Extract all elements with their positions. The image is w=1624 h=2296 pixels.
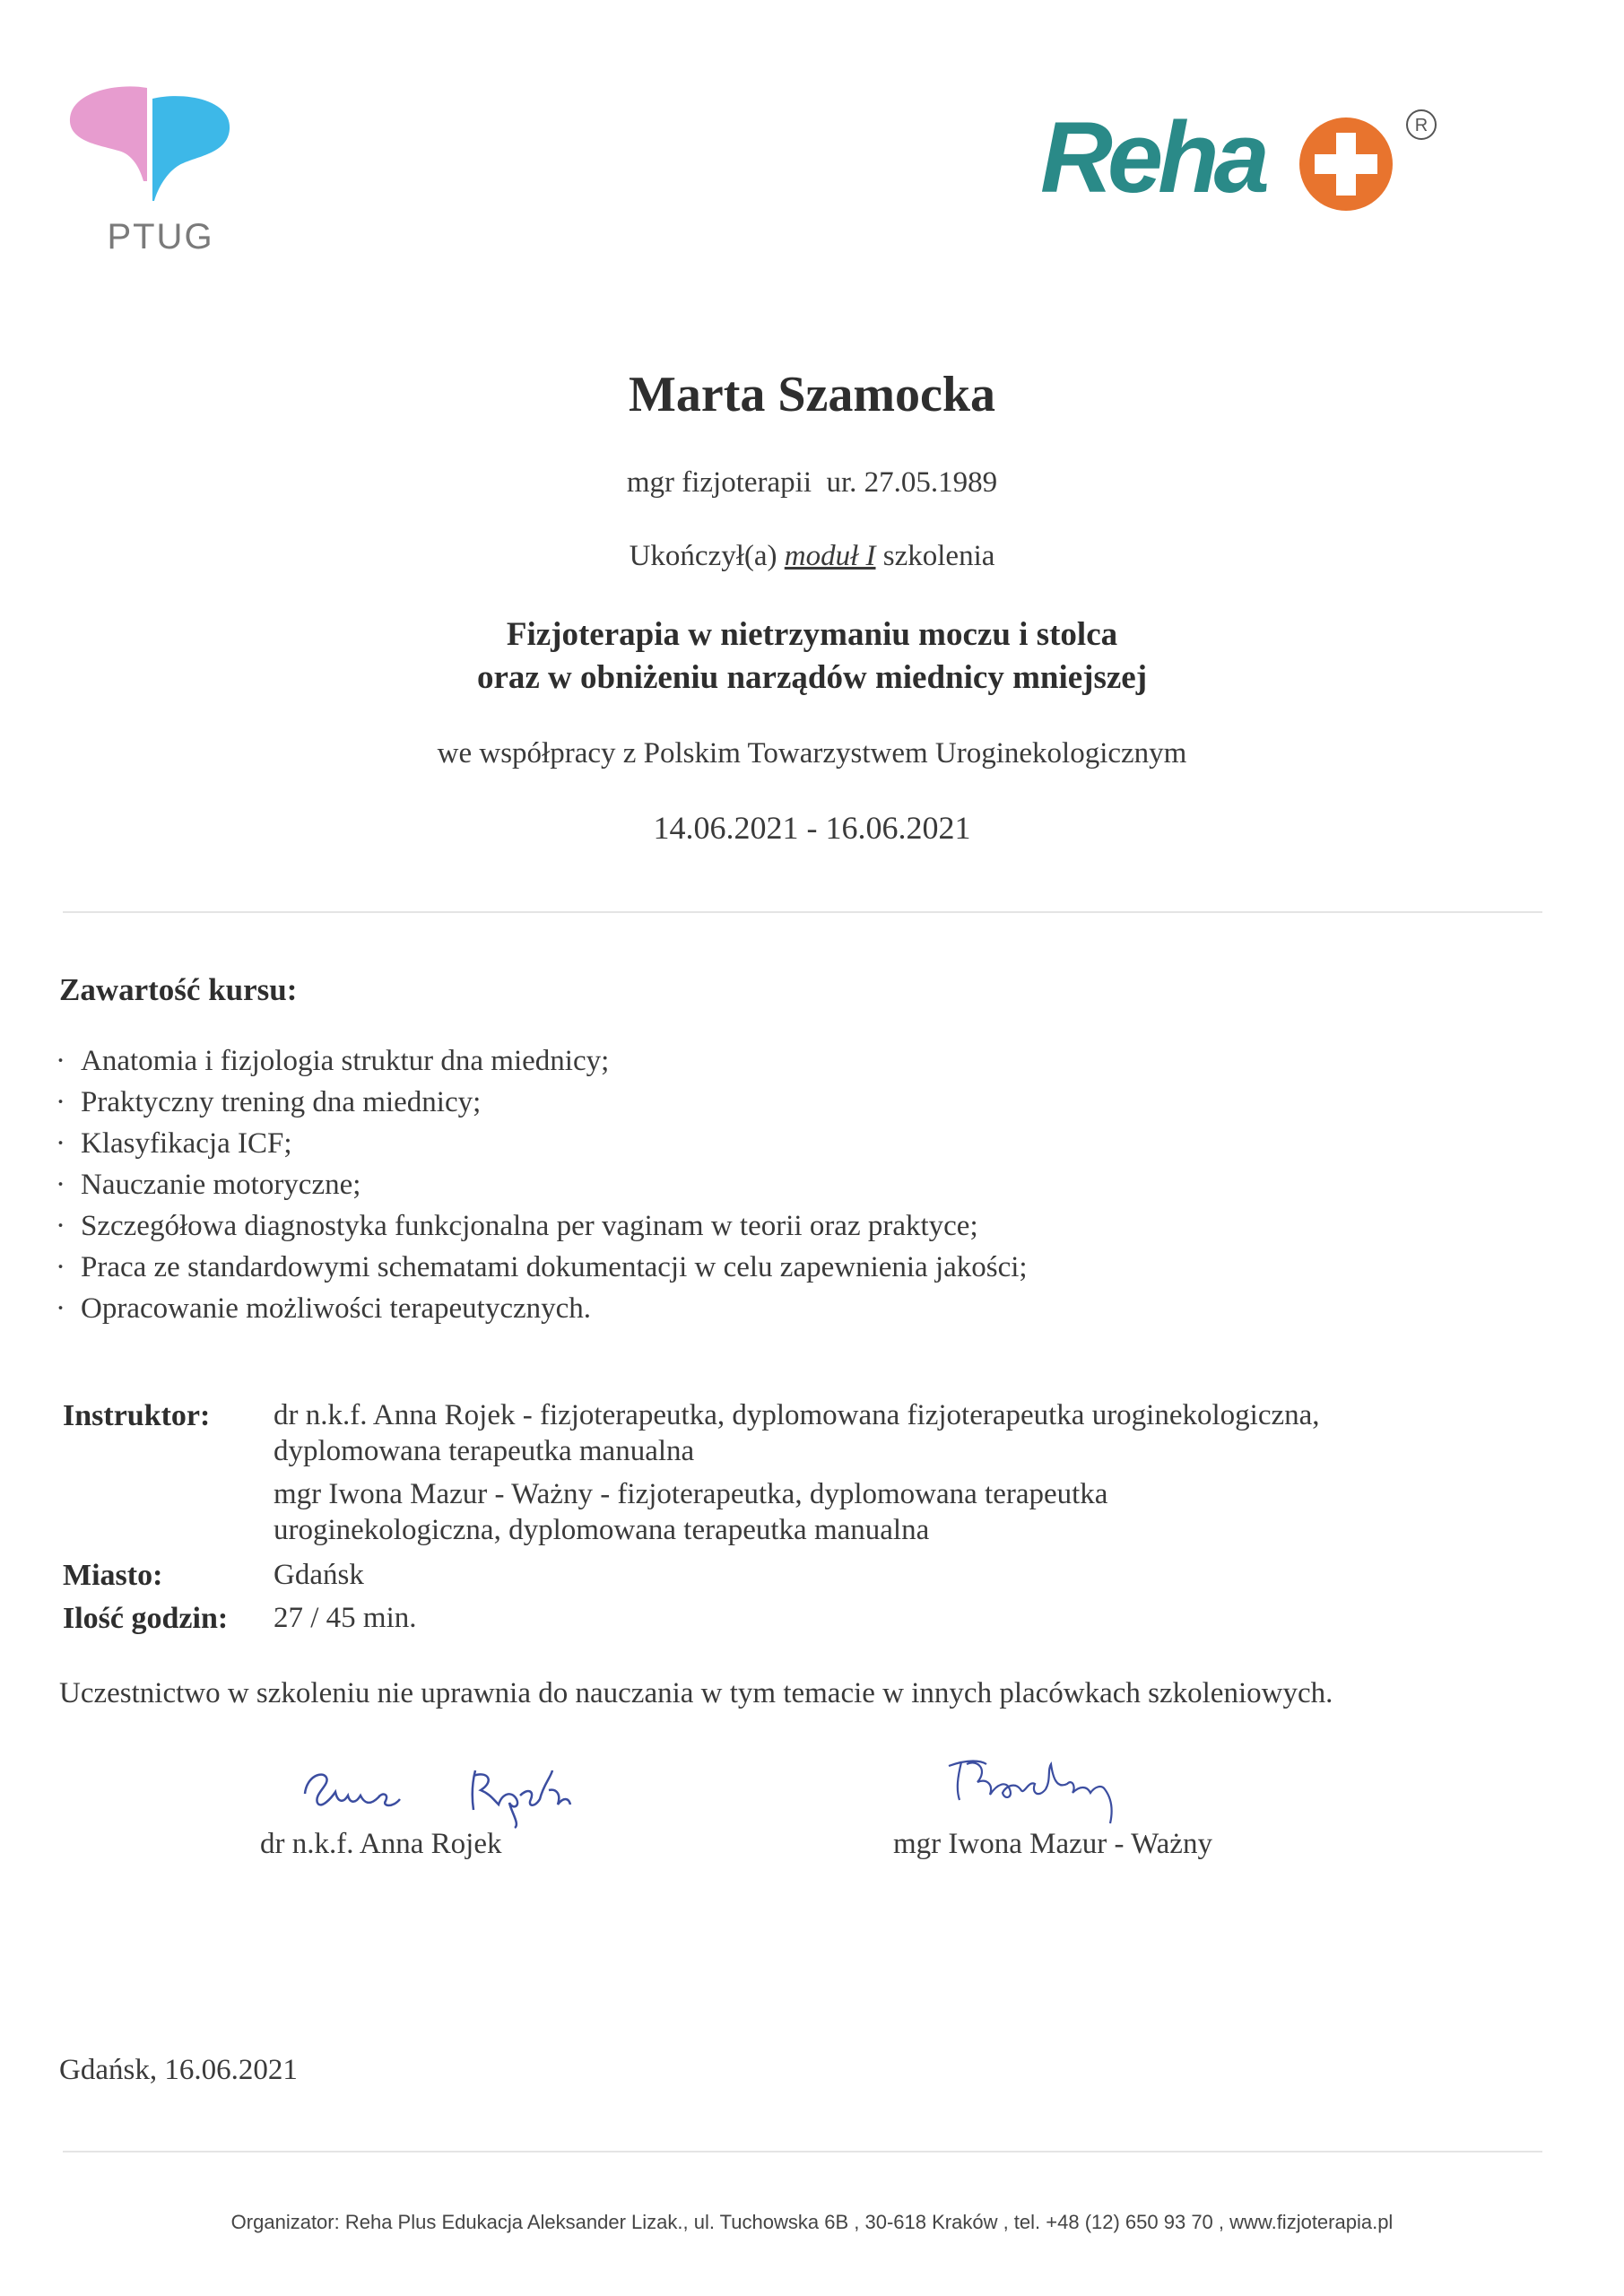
registered-mark-icon [1403,107,1439,143]
course-title-line-2: oraz w obniżeniu narządów miednicy mniejszej [476,659,1148,696]
completion-suffix: szkolenia [875,540,995,572]
signature-anna-rojek [296,1758,592,1830]
list-item [56,1082,1028,1123]
instructor-line: dyplomowana terapeutka manualna [274,1435,695,1467]
list-item [56,1205,1028,1247]
city-value: Gdańsk [274,1559,364,1591]
list-item [56,1164,1028,1205]
bullet-icon: · [56,1127,65,1160]
place-and-date: Gdańsk, 16.06.2021 [59,2054,298,2086]
hours-value: 27 / 45 min. [274,1602,417,1634]
list-item-text: Szczegółowa diagnostyka funkcjonalna per vaginam w teorii oraz praktyce; [81,1210,978,1242]
plus-icon [1297,115,1395,213]
module-name: moduł I [784,540,876,572]
bullet-icon: · [56,1210,65,1242]
city-label: Miasto: [63,1559,163,1592]
list-item-text: Anatomia i fizjologia struktur dna miednicy; [81,1045,610,1077]
bullet-icon: · [56,1292,65,1325]
registered-mark-letter: R [1414,116,1429,135]
hours-label: Ilość godzin: [63,1602,229,1635]
divider [63,911,1542,913]
notice-text: Uczestnictwo w szkoleniu nie uprawnia do nauczania w tym temacie w innych placówkach szkoleniowych. [59,1677,1333,1709]
signer-name-2: mgr Iwona Mazur - Ważny [893,1828,1212,1860]
bullet-icon: · [56,1169,65,1201]
list-item-text: Nauczanie motoryczne; [81,1169,361,1201]
list-item [56,1288,1028,1329]
course-title-line-1: Fizjoterapia w nietrzymaniu moczu i stolca [506,616,1118,653]
course-content-list [56,1040,1028,1329]
instructor-line: uroginekologiczna, dyplomowana terapeutka manualna [274,1514,930,1546]
bullet-icon: · [56,1251,65,1283]
signer-name-1: dr n.k.f. Anna Rojek [260,1828,502,1860]
completion-line [0,540,1624,573]
bullet-icon: · [56,1086,65,1118]
ptug-logo [65,83,235,262]
organizer-footer: Organizator: Reha Plus Edukacja Aleksander Lizak., ul. Tuchowska 6B , 30-618 Kraków , tel. +48 (12) 650 93 70 , www.fizjoterapia.pl [230,2211,1394,2233]
list-item [56,1123,1028,1164]
list-item [56,1247,1028,1288]
completion-prefix: Ukończył(a) [629,540,785,572]
ptug-label: PTUG [107,217,214,257]
list-item-text: Opracowanie możliwości terapeutycznych. [81,1292,592,1325]
bullet-icon: · [56,1045,65,1077]
reha-logo-text: Reha [1040,101,1264,213]
list-item [56,1040,1028,1082]
list-item-text: Praca ze standardowymi schematami dokumentacji w celu zapewnienia jakości; [81,1251,1028,1283]
reha-plus-logo [1040,101,1453,221]
list-item-text: Klasyfikacja ICF; [81,1127,292,1160]
instructor-line: dr n.k.f. Anna Rojek - fizjoterapeutka, dyplomowana fizjoterapeutka uroginekologiczna, [274,1399,1320,1431]
recipient-name: Marta Szamocka [628,367,995,422]
instructor-label: Instruktor: [63,1399,211,1432]
list-item-text: Praktyczny trening dna miednicy; [81,1086,482,1118]
ptug-emblem-icon [65,83,235,208]
cooperation-line: we współpracy z Polskim Towarzystwem Uroginekologicznym [437,737,1187,770]
instructor-line: mgr Iwona Mazur - Ważny - fizjoterapeutka, dyplomowana terapeutka [274,1478,1108,1510]
divider [63,2151,1542,2152]
course-content-heading: Zawartość kursu: [59,972,298,1007]
degree-birthdate-line: mgr fizjoterapii ur. 27.05.1989 [626,466,998,499]
signature-iwona-mazur-wazny [942,1753,1157,1834]
course-date-range: 14.06.2021 - 16.06.2021 [653,810,971,846]
